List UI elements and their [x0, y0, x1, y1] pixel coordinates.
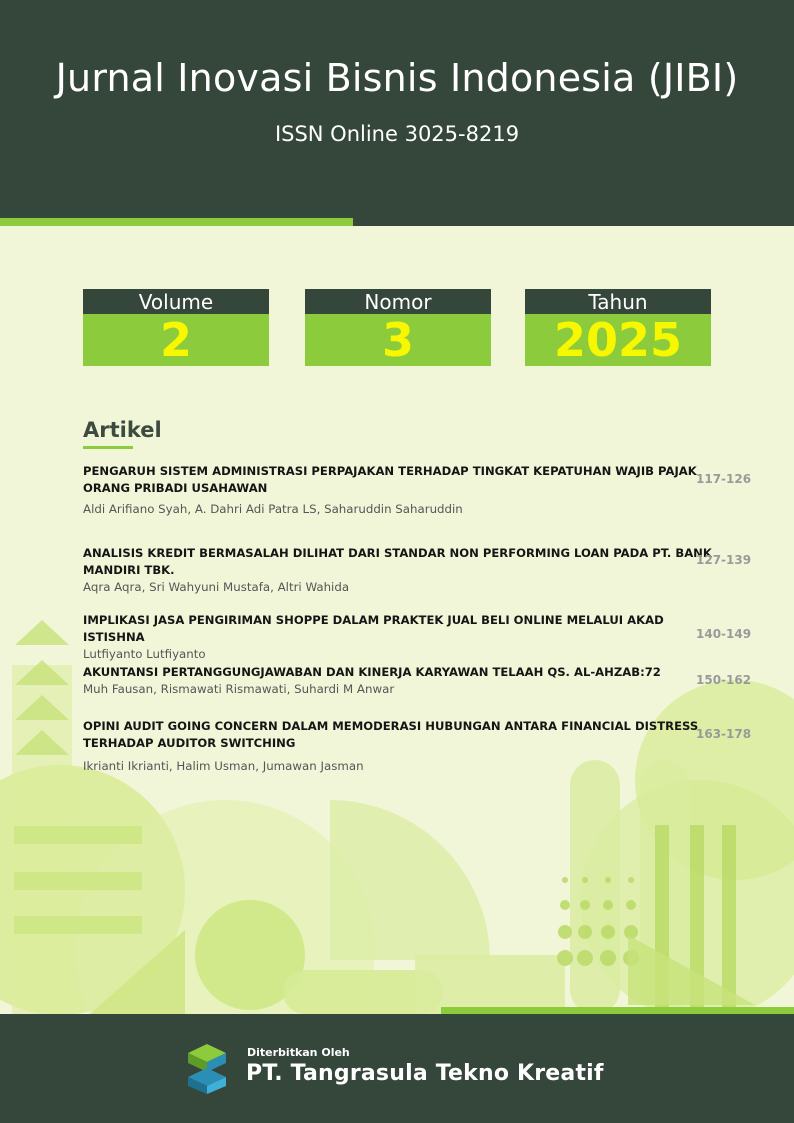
article-item[interactable]	[83, 612, 723, 663]
article-authors: Muh Fausan, Rismawati Rismawati, Suhardi M Anwar	[83, 682, 395, 696]
article-title[interactable]: IMPLIKASI JASA PENGIRIMAN SHOPPE DALAM PRAKTEK JUAL BELI ONLINE MELALUI AKAD ISTISHNA	[83, 613, 664, 644]
article-title[interactable]: PENGARUH SISTEM ADMINISTRASI PERPAJAKAN TERHADAP TINGKAT KEPATUHAN WAJIB PAJAK ORANG PRIBADI USAHAWAN	[83, 464, 697, 495]
article-item[interactable]	[83, 545, 723, 596]
article-authors: Aldi Arifiano Syah, A. Dahri Adi Patra LS, Saharuddin Saharuddin	[83, 502, 463, 516]
article-pages: 163-178	[696, 727, 752, 741]
cover-header	[0, 0, 794, 226]
article-pages: 140-149	[696, 627, 752, 641]
tahun-value: 2025	[525, 314, 711, 366]
article-item[interactable]	[83, 718, 723, 775]
article-pages: 127-139	[696, 553, 752, 567]
publisher-logo-icon	[186, 1042, 228, 1096]
article-title[interactable]: AKUNTANSI PERTANGGUNGJAWABAN DAN KINERJA KARYAWAN TELAAH QS. AL-AHZAB:72	[83, 665, 661, 679]
article-authors: Ikrianti Ikrianti, Halim Usman, Jumawan Jasman	[83, 759, 364, 773]
top-accent-bar	[0, 218, 353, 226]
article-pages: 117-126	[696, 472, 752, 486]
article-pages: 150-162	[696, 673, 752, 687]
published-by-label: Diterbitkan Oleh	[247, 1046, 350, 1059]
volume-box	[83, 289, 269, 366]
nomor-value: 3	[305, 314, 491, 366]
tahun-box	[525, 289, 711, 366]
articles-heading: Artikel	[83, 418, 162, 442]
journal-title: Jurnal Inovasi Bisnis Indonesia (JIBI)	[55, 56, 739, 100]
issn-number: ISSN Online 3025-8219	[274, 122, 520, 146]
article-item[interactable]	[83, 463, 723, 518]
article-title[interactable]: ANALISIS KREDIT BERMASALAH DILIHAT DARI STANDAR NON PERFORMING LOAN PADA PT. BANK MANDIRI TBK.	[83, 546, 712, 577]
nomor-box	[305, 289, 491, 366]
articles-heading-underline	[83, 446, 133, 449]
publisher-name: PT. Tangrasula Tekno Kreatif	[246, 1061, 604, 1086]
nomor-label: Nomor	[305, 289, 491, 314]
article-authors: Lutfiyanto Lutfiyanto	[83, 647, 206, 661]
article-authors: Aqra Aqra, Sri Wahyuni Mustafa, Altri Wahida	[83, 580, 350, 594]
volume-value: 2	[83, 314, 269, 366]
tahun-label: Tahun	[525, 289, 711, 314]
article-item[interactable]	[83, 664, 723, 698]
article-title[interactable]: OPINI AUDIT GOING CONCERN DALAM MEMODERASI HUBUNGAN ANTARA FINANCIAL DISTRESS TERHADAP AUDITOR SWITCHING	[83, 719, 699, 750]
volume-label: Volume	[83, 289, 269, 314]
